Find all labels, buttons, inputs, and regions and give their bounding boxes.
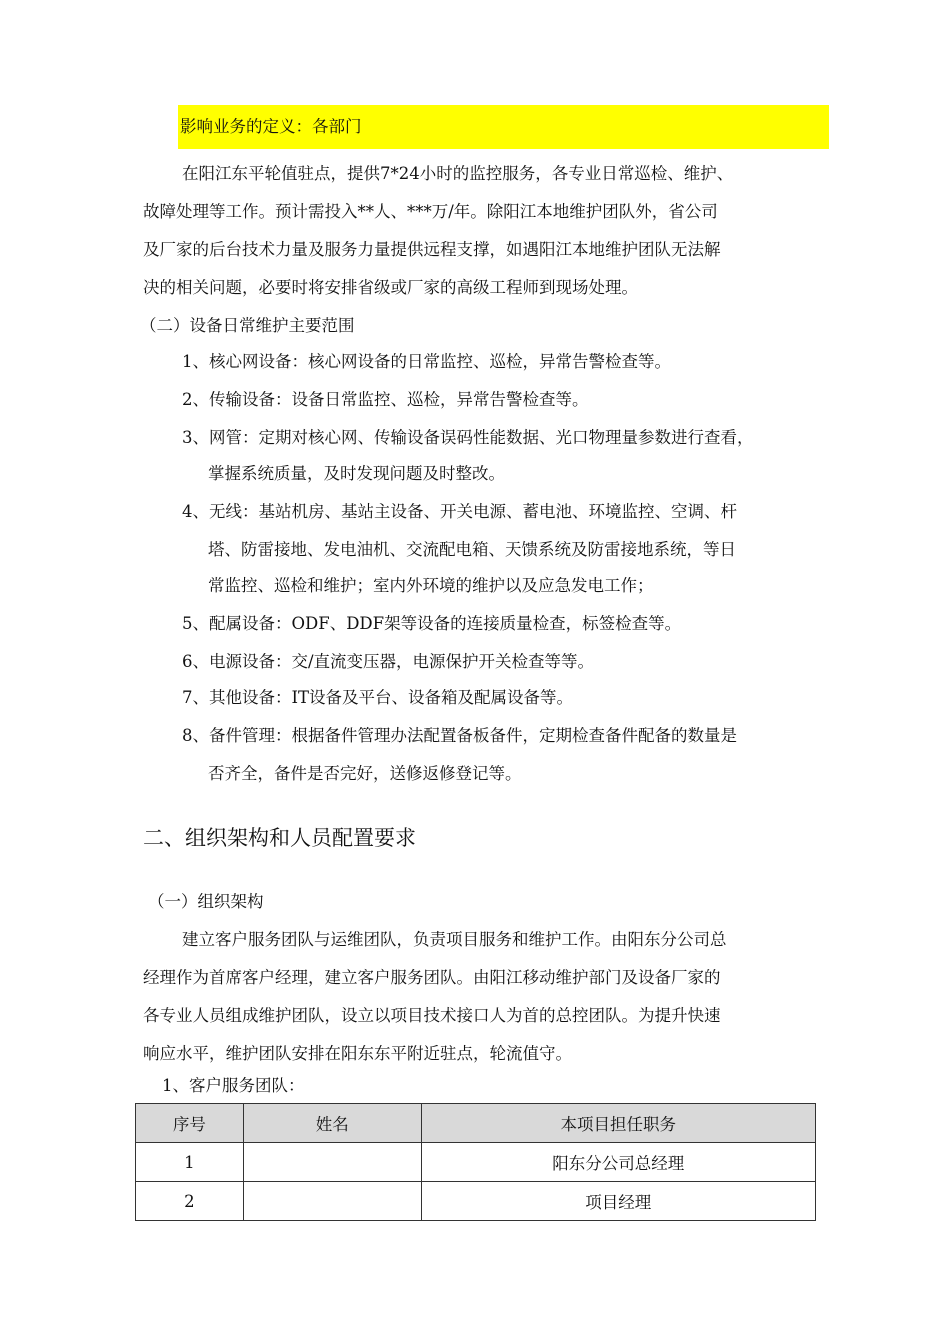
list-item: 7、其他设备：IT设备及平台、设备箱及配属设备等。 (182, 688, 574, 707)
cell-role: 阳东分公司总经理 (421, 1143, 815, 1182)
table-row (136, 1182, 816, 1221)
header-role: 本项目担任职务 (421, 1104, 815, 1143)
header-name: 姓名 (243, 1104, 421, 1143)
cell-name (243, 1182, 421, 1221)
cell-index: 1 (136, 1143, 244, 1182)
intro-line: 决的相关问题，必要时将安排省级或厂家的高级工程师到现场处理。 (143, 278, 638, 297)
cell-role: 项目经理 (421, 1182, 815, 1221)
list-item-continuation: 掌握系统质量，及时发现问题及时整改。 (208, 464, 505, 483)
intro-line: 及厂家的后台技术力量及服务力量提供远程支撑，如遇阳江本地维护团队无法解 (143, 240, 721, 259)
list-item-continuation: 否齐全，备件是否完好，送修返修登记等。 (208, 764, 522, 783)
org-line: 各专业人员组成维护团队，设立以项目技术接口人为首的总控团队。为提升快速 (143, 1006, 721, 1025)
cell-name (243, 1143, 421, 1182)
list-item: 3、网管：定期对核心网、传输设备误码性能数据、光口物理量参数进行查看， (182, 428, 754, 447)
header-index: 序号 (136, 1104, 244, 1143)
org-line: 响应水平，维护团队安排在阳东东平附近驻点，轮流值守。 (143, 1044, 572, 1063)
intro-line: 故障处理等工作。预计需投入**人、***万/年。除阳江本地维护团队外，省公司 (143, 202, 718, 221)
subsection-heading: （二）设备日常维护主要范围 (140, 316, 355, 335)
list-item: 4、无线：基站机房、基站主设备、开关电源、蓄电池、环境监控、空调、杆 (182, 502, 737, 521)
list-item: 1、核心网设备：核心网设备的日常监控、巡检，异常告警检查等。 (182, 352, 671, 371)
intro-line: 在阳江东平轮值驻点，提供7*24小时的监控服务，各专业日常巡检、维护、 (182, 164, 734, 183)
table-caption: 1、客户服务团队： (162, 1076, 305, 1095)
list-item: 5、配属设备：ODF、DDF架等设备的连接质量检查，标签检查等。 (182, 614, 682, 633)
list-item-continuation: 常监控、巡检和维护；室内外环境的维护以及应急发电工作； (208, 576, 654, 595)
list-item: 6、电源设备：交/直流变压器，电源保护开关检查等等。 (182, 652, 595, 671)
cell-index: 2 (136, 1182, 244, 1221)
customer-service-team-table (135, 1103, 816, 1221)
subsection-heading: （一）组织架构 (148, 892, 264, 911)
org-line: 经理作为首席客户经理，建立客户服务团队。由阳江移动维护部门及设备厂家的 (143, 968, 721, 987)
table-header-row (136, 1104, 816, 1143)
highlight-heading: 影响业务的定义：各部门 (180, 117, 362, 136)
table-row (136, 1143, 816, 1182)
list-item-continuation: 塔、防雷接地、发电油机、交流配电箱、天馈系统及防雷接地系统，等日 (208, 540, 736, 559)
section-title: 二、组织架构和人员配置要求 (143, 826, 416, 850)
org-line: 建立客户服务团队与运维团队，负责项目服务和维护工作。由阳东分公司总 (182, 930, 727, 949)
list-item: 8、备件管理：根据备件管理办法配置备板备件，定期检查备件配备的数量是 (182, 726, 737, 745)
list-item: 2、传输设备：设备日常监控、巡检，异常告警检查等。 (182, 390, 589, 409)
